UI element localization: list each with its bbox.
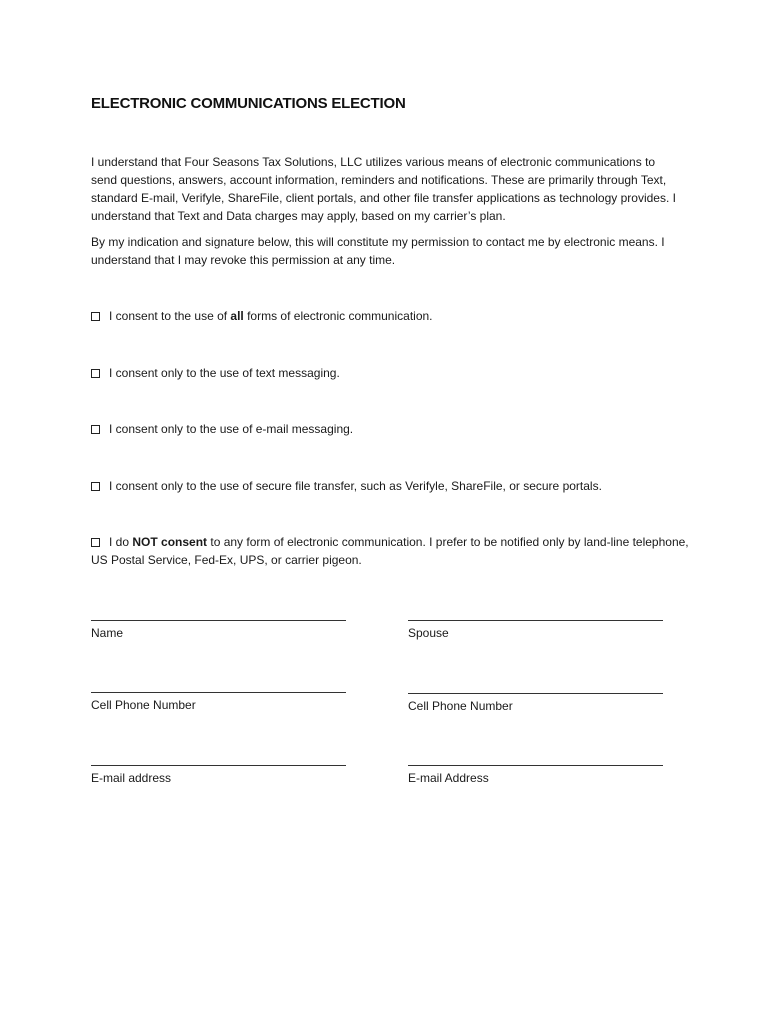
permission-paragraph: By my indication and signature below, this will constitute my permission to contact me by electronic means. I understand that I may revoke this permission at any time. [91,235,665,267]
consent-option-text [91,364,691,382]
name-signature-line[interactable] [91,620,346,621]
option-text-bold: all [230,309,244,323]
option-text: I consent only to the use of text messaging. [109,366,340,380]
option-text-after: to any form of electronic communication. I prefer to be notified only by land-line telephone, US Postal Service, Fed-Ex, UPS, or carrier pigeon. [91,535,689,567]
signature-name [91,620,346,640]
intro-paragraph: I understand that Four Seasons Tax Solutions, LLC utilizes various means of electronic communications to send questions, answers, account information, reminders and notifications. These are primarily through Text, standard E-mail, Verifyle, ShareFile, client portals, and other file transfer applications as technology provides. I understand that Text and Data charges may apply, based on my carrier’s plan. [91,155,676,223]
spouse-label: Spouse [408,626,449,640]
document-title: ELECTRONIC COMMUNICATIONS ELECTION [91,95,406,112]
spouse-email-line[interactable] [408,765,663,766]
cell-phone-line[interactable] [91,692,346,693]
checkbox-email[interactable] [91,425,100,434]
spouse-cell-phone-label: Cell Phone Number [408,699,513,713]
consent-option-email [91,420,691,438]
signature-spouse-cell-phone [408,693,663,713]
checkbox-none[interactable] [91,538,100,547]
option-text-after: forms of electronic communication. [243,309,433,323]
checkbox-file-transfer[interactable] [91,482,100,491]
consent-option-all [91,307,691,325]
option-text-before: I consent to the use of [109,309,231,323]
cell-phone-label: Cell Phone Number [91,698,196,712]
option-text: I consent only to the use of secure file transfer, such as Verifyle, ShareFile, or secure portals. [109,479,602,493]
email-line[interactable] [91,765,346,766]
spouse-cell-phone-line[interactable] [408,693,663,694]
consent-option-none [91,533,691,569]
signature-spouse-email [408,765,663,785]
signature-email [91,765,346,785]
option-text-before: I do [109,535,133,549]
name-label: Name [91,626,124,640]
checkbox-all[interactable] [91,312,100,321]
spouse-signature-line[interactable] [408,620,663,621]
consent-option-file-transfer [91,477,691,495]
signature-spouse [408,620,663,640]
option-text: I consent only to the use of e-mail messaging. [109,422,354,436]
spouse-email-label: E-mail Address [408,771,489,785]
option-text-bold: NOT consent [132,535,208,549]
email-label: E-mail address [91,771,172,785]
checkbox-text[interactable] [91,369,100,378]
signature-cell-phone [91,692,346,712]
